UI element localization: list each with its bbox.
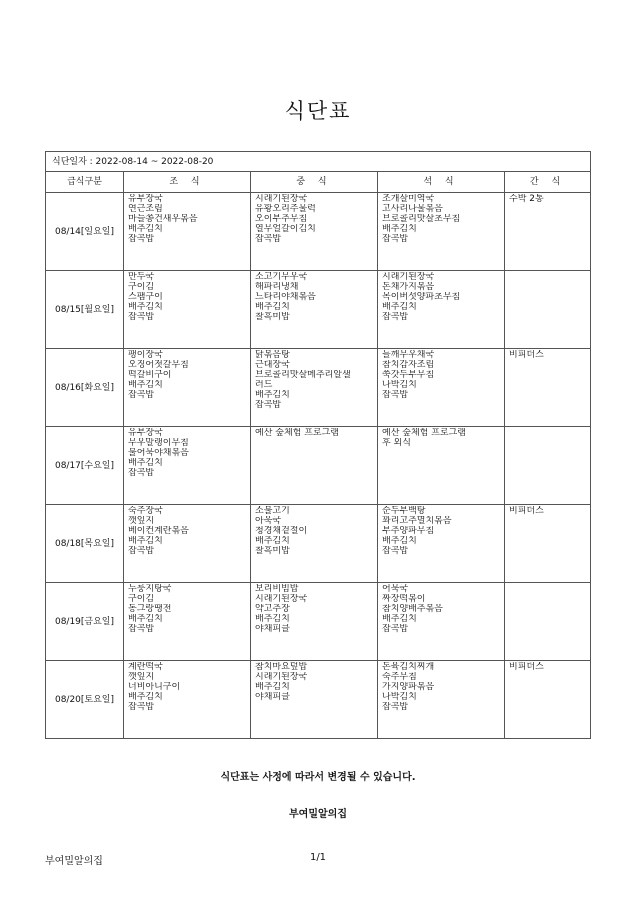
menu-item: 배추김치 [128,536,163,546]
menu-item: 배추김치 [128,380,163,390]
day-row [46,661,591,739]
period-row [46,152,591,172]
dinner-cell [378,193,505,271]
lunch-cell [251,271,378,349]
dinner-items [378,193,504,244]
breakfast-cell [124,193,251,271]
breakfast-items [124,583,250,634]
snack-items [505,661,590,672]
menu-item: 보리비빔밥 [255,584,299,594]
day-date: 08/19[금요일] [46,583,124,661]
snack-cell [505,661,591,739]
menu-item: 들깨무우채국 [382,350,435,360]
breakfast-items [124,661,250,712]
school-name: 부여밀알의집 [289,809,347,820]
snack-items [505,427,590,428]
menu-item: 배추김치 [255,536,290,546]
menu-item: 떡갈비구이 [128,370,172,380]
menu-item: 어묵국 [382,584,409,594]
menu-item: 잡곡밥 [382,624,409,634]
menu-period: 식단일자 : 2022-08-14 ~ 2022-08-20 [46,152,591,172]
menu-item: 배추김치 [255,390,290,400]
menu-item: 잡곡밥 [255,234,282,244]
day-date: 08/17[수요일] [46,427,124,505]
menu-item: 찰흑미밥 [255,546,290,556]
menu-item: 목이버섯양파초무침 [382,292,461,302]
menu-item: 연근조림 [128,204,163,214]
dinner-cell [378,583,505,661]
lunch-items [251,427,377,438]
menu-item: 잡곡밥 [128,702,155,712]
dinner-cell [378,427,505,505]
dinner-cell [378,505,505,583]
change-notice: 식단표는 사정에 따라서 변경될 수 있습니다. [220,772,416,783]
menu-item: 열무얼갈이김치 [255,224,316,234]
menu-item: 배추김치 [128,224,163,234]
menu-item: 잡곡밥 [128,312,155,322]
menu-item: 배추김치 [128,692,163,702]
menu-item: 너비아니구이 [128,682,181,692]
lunch-cell [251,349,378,427]
dinner-cell [378,271,505,349]
menu-item: 짜장떡볶이 [382,594,426,604]
breakfast-items [124,427,250,478]
menu-item: 비피더스 [509,662,544,672]
menu-item: 시래기된장국 [382,272,435,282]
day-date: 08/18[목요일] [46,505,124,583]
day-date: 08/20[토요일] [46,661,124,739]
snack-cell [505,349,591,427]
lunch-items [251,271,377,322]
snack-items [505,349,590,360]
menu-item: 깻잎지 [128,516,155,526]
menu-item: 부추양파무침 [382,526,435,536]
menu-item: 팽이장국 [128,350,163,360]
menu-item: 시래기된장국 [255,194,308,204]
snack-cell [505,583,591,661]
menu-item: 찰흑미밥 [255,312,290,322]
header-breakfast: 조 식 [124,172,251,193]
menu-item: 계란떡국 [128,662,163,672]
menu-item: 무우말랭이무침 [128,438,189,448]
menu-item: 배추김치 [382,302,417,312]
dinner-items [378,427,504,448]
menu-item: 순두부백탕 [382,506,426,516]
footer-school-name: 부여밀알의집 [45,856,103,867]
header-row [46,172,591,193]
menu-item: 잡곡밥 [128,546,155,556]
menu-item: 동그랑땡전 [128,604,172,614]
menu-item: 잡곡밥 [382,390,409,400]
menu-item: 참치마요덮밥 [255,662,308,672]
menu-item: 유황오리주물럭 [255,204,316,214]
menu-item: 야채피클 [255,624,290,634]
snack-cell [505,427,591,505]
menu-item: 소불고기 [255,506,290,516]
menu-item: 예산 숲체험 프로그램 [382,428,466,438]
snack-items [505,583,590,584]
menu-item: 배추김치 [382,224,417,234]
breakfast-cell [124,505,251,583]
lunch-items [251,349,377,410]
snack-items [505,193,590,204]
menu-item: 참치감자조림 [382,360,435,370]
menu-item: 숙주장국 [128,506,163,516]
lunch-cell [251,193,378,271]
menu-item: 시래기된장국 [255,672,308,682]
day-date: 08/16[화요일] [46,349,124,427]
menu-item: 배추김치 [128,458,163,468]
menu-item: 잡곡밥 [128,390,155,400]
day-date: 08/14[일요일] [46,193,124,271]
menu-item: 배추김치 [382,614,417,624]
menu-item: 예산 숲체험 프로그램 [255,428,339,438]
header-lunch: 중 식 [251,172,378,193]
header-dinner: 석 식 [378,172,505,193]
snack-cell [505,193,591,271]
menu-item: 야채피클 [255,692,290,702]
menu-item: 잡곡밥 [128,624,155,634]
menu-item: 브로콜리맛살메추리알샐 [255,370,351,380]
page-title: 식단표 [284,99,352,123]
dinner-items [378,583,504,634]
breakfast-items [124,505,250,556]
day-row [46,349,591,427]
menu-item: 잡곡밥 [128,468,155,478]
menu-item: 만두국 [128,272,155,282]
header-meal-type: 급식구분 [46,172,124,193]
menu-item: 배추김치 [255,614,290,624]
lunch-cell [251,505,378,583]
breakfast-items [124,349,250,400]
lunch-cell [251,427,378,505]
breakfast-cell [124,661,251,739]
menu-item: 근대장국 [255,360,290,370]
breakfast-cell [124,349,251,427]
menu-item: 나박김치 [382,692,417,702]
menu-item: 잡곡밥 [382,702,409,712]
page-number: 1/1 [309,852,327,863]
menu-item: 가지양파볶음 [382,682,435,692]
menu-item: 배추김치 [382,536,417,546]
menu-item: 비피더스 [509,506,544,516]
menu-item: 비피더스 [509,350,544,360]
menu-item: 배추김치 [255,682,290,692]
menu-item: 배추김치 [128,614,163,624]
lunch-cell [251,583,378,661]
breakfast-cell [124,427,251,505]
menu-item: 러드 [255,380,273,390]
menu-item: 잡곡밥 [382,312,409,322]
menu-table [45,151,591,739]
menu-item: 아욱국 [255,516,282,526]
day-row [46,505,591,583]
menu-item: 유부장국 [128,194,163,204]
menu-item: 후 외식 [382,438,411,448]
menu-item: 불어묵야채볶음 [128,448,189,458]
breakfast-items [124,193,250,244]
day-row [46,583,591,661]
dinner-items [378,661,504,712]
menu-item: 꽈리고추멸치볶음 [382,516,452,526]
menu-item: 고사리나물볶음 [382,204,443,214]
menu-item: 깻잎지 [128,672,155,682]
menu-item: 돈채가지볶음 [382,282,435,292]
breakfast-cell [124,583,251,661]
lunch-items [251,583,377,634]
menu-item: 참치양배추볶음 [382,604,443,614]
breakfast-items [124,271,250,322]
menu-item: 구이김 [128,282,155,292]
menu-item: 브로콜리맛살초무침 [382,214,461,224]
menu-item: 오징어젓갈무침 [128,360,189,370]
menu-item: 구이김 [128,594,155,604]
snack-items [505,271,590,272]
lunch-items [251,193,377,244]
menu-item: 수박 2통 [509,194,544,204]
snack-cell [505,505,591,583]
snack-cell [505,271,591,349]
menu-item: 숙주무침 [382,672,417,682]
menu-item: 느타리야채볶음 [255,292,316,302]
menu-item: 잡곡밥 [255,400,282,410]
menu-item: 돈육김치찌개 [382,662,435,672]
menu-item: 배추김치 [255,302,290,312]
menu-item: 스팸구이 [128,292,163,302]
day-row [46,193,591,271]
menu-item: 베이컨계란볶음 [128,526,189,536]
menu-item: 잡곡밥 [382,234,409,244]
menu-item: 배추김치 [128,302,163,312]
dinner-items [378,505,504,556]
day-date: 08/15[월요일] [46,271,124,349]
menu-item: 약고추장 [255,604,290,614]
menu-item: 마늘쫑건새우볶음 [128,214,198,224]
menu-item: 시래기된장국 [255,594,308,604]
breakfast-cell [124,271,251,349]
dinner-cell [378,661,505,739]
menu-item: 오이부추무침 [255,214,308,224]
dinner-cell [378,349,505,427]
lunch-items [251,661,377,702]
menu-item: 닭볶음탕 [255,350,290,360]
menu-item: 잡곡밥 [382,546,409,556]
menu-item: 유부장국 [128,428,163,438]
menu-item: 잡곡밥 [128,234,155,244]
menu-item: 쑥갓두부무침 [382,370,435,380]
snack-items [505,505,590,516]
menu-item: 청경채겉절이 [255,526,308,536]
day-row [46,427,591,505]
menu-item: 소고기무우국 [255,272,308,282]
menu-item: 누룽지탕국 [128,584,172,594]
dinner-items [378,271,504,322]
header-snack: 간 식 [505,172,591,193]
menu-item: 해파리냉채 [255,282,299,292]
day-row [46,271,591,349]
dinner-items [378,349,504,400]
lunch-items [251,505,377,556]
menu-item: 조개살미역국 [382,194,435,204]
lunch-cell [251,661,378,739]
menu-item: 나박김치 [382,380,417,390]
